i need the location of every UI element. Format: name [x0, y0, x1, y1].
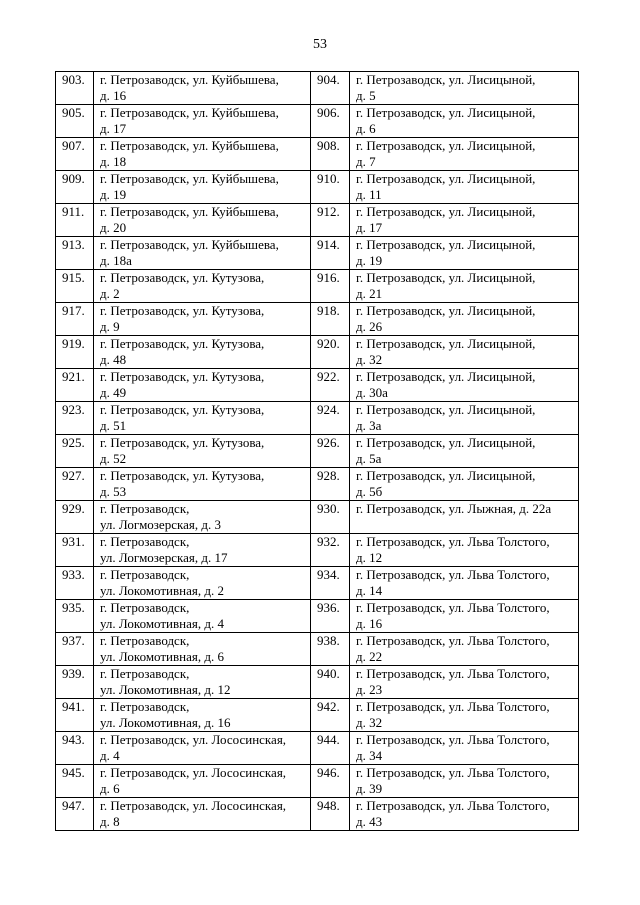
- address-line: д. 18: [100, 154, 127, 169]
- entry-address-cell: [350, 105, 579, 138]
- entry-number-cell: [56, 303, 94, 336]
- address-line: г. Петрозаводск, ул. Лисицыной,: [356, 435, 536, 450]
- entry-number: 932.: [317, 534, 340, 549]
- address-line: г. Петрозаводск, ул. Кутузова,: [100, 468, 265, 483]
- address-line: д. 52: [100, 451, 127, 466]
- entry-address-cell: [94, 171, 311, 204]
- address-line: г. Петрозаводск,: [100, 699, 190, 714]
- address-line: д. 6: [100, 781, 120, 796]
- entry-address-cell: [350, 237, 579, 270]
- entry-number: 927.: [62, 468, 85, 483]
- entry-address-cell: [350, 138, 579, 171]
- table-row: [56, 732, 579, 765]
- entry-number-cell: [56, 105, 94, 138]
- address-line: г. Петрозаводск, ул. Льва Толстого,: [356, 633, 550, 648]
- table-row: [56, 138, 579, 171]
- entry-number: 926.: [317, 435, 340, 450]
- entry-address-cell: [94, 402, 311, 435]
- address-line: д. 22: [356, 649, 383, 664]
- address-line: г. Петрозаводск, ул. Льва Толстого,: [356, 699, 550, 714]
- entry-address-cell: [94, 534, 311, 567]
- entry-address-cell: [94, 699, 311, 732]
- address-line: д. 6: [356, 121, 376, 136]
- entry-number: 931.: [62, 534, 85, 549]
- address-line: г. Петрозаводск,: [100, 600, 190, 615]
- entry-address-cell: [94, 435, 311, 468]
- address-line: г. Петрозаводск, ул. Льва Толстого,: [356, 600, 550, 615]
- address-line: г. Петрозаводск, ул. Лисицыной,: [356, 303, 536, 318]
- entry-number: 914.: [317, 237, 340, 252]
- entry-number-cell: [56, 138, 94, 171]
- table-row: [56, 633, 579, 666]
- address-line: ул. Локомотивная, д. 12: [100, 682, 231, 697]
- entry-number-cell: [56, 765, 94, 798]
- entry-number: 910.: [317, 171, 340, 186]
- entry-address-cell: [94, 138, 311, 171]
- entry-address-cell: [94, 72, 311, 105]
- entry-address-cell: [350, 600, 579, 633]
- entry-number: 946.: [317, 765, 340, 780]
- address-line: д. 32: [356, 715, 383, 730]
- address-line: д. 2: [100, 286, 120, 301]
- entry-number: 919.: [62, 336, 85, 351]
- address-line: д. 19: [356, 253, 383, 268]
- entry-number-cell: [311, 699, 350, 732]
- address-line: д. 9: [100, 319, 120, 334]
- entry-number-cell: [56, 204, 94, 237]
- entry-number: 939.: [62, 666, 85, 681]
- address-line: д. 17: [100, 121, 127, 136]
- entry-number-cell: [311, 270, 350, 303]
- table-row: [56, 171, 579, 204]
- table-row: [56, 204, 579, 237]
- entry-number-cell: [56, 567, 94, 600]
- entry-number-cell: [311, 732, 350, 765]
- address-table: [55, 71, 579, 831]
- entry-number-cell: [56, 369, 94, 402]
- entry-address-cell: [350, 633, 579, 666]
- address-line: г. Петрозаводск, ул. Льва Толстого,: [356, 732, 550, 747]
- table-row: [56, 567, 579, 600]
- entry-address-cell: [350, 468, 579, 501]
- address-line: г. Петрозаводск, ул. Лососинская,: [100, 765, 287, 780]
- entry-address-cell: [94, 765, 311, 798]
- entry-address-cell: [350, 72, 579, 105]
- address-line: г. Петрозаводск, ул. Кутузова,: [100, 270, 265, 285]
- entry-number-cell: [56, 468, 94, 501]
- address-line: ул. Локомотивная, д. 16: [100, 715, 231, 730]
- entry-number: 903.: [62, 72, 85, 87]
- entry-number: 906.: [317, 105, 340, 120]
- entry-number-cell: [311, 600, 350, 633]
- entry-number-cell: [311, 633, 350, 666]
- table-row: [56, 237, 579, 270]
- entry-address-cell: [350, 501, 579, 534]
- entry-number: 923.: [62, 402, 85, 417]
- entry-address-cell: [94, 666, 311, 699]
- entry-address-cell: [94, 303, 311, 336]
- table-row: [56, 270, 579, 303]
- entry-number-cell: [311, 303, 350, 336]
- entry-number: 911.: [62, 204, 85, 219]
- entry-number: 912.: [317, 204, 340, 219]
- entry-address-cell: [350, 534, 579, 567]
- entry-number: 913.: [62, 237, 85, 252]
- address-line: д. 23: [356, 682, 383, 697]
- entry-number: 940.: [317, 666, 340, 681]
- entry-number-cell: [56, 270, 94, 303]
- entry-address-cell: [94, 369, 311, 402]
- address-line: д. 39: [356, 781, 383, 796]
- address-line: г. Петрозаводск,: [100, 666, 190, 681]
- entry-number: 936.: [317, 600, 340, 615]
- entry-address-cell: [350, 798, 579, 831]
- address-line: ул. Логмозерская, д. 3: [100, 517, 221, 532]
- page-number: 53: [313, 37, 327, 52]
- table-row: [56, 303, 579, 336]
- entry-number-cell: [311, 204, 350, 237]
- address-line: д. 4: [100, 748, 120, 763]
- entry-address-cell: [94, 633, 311, 666]
- address-line: г. Петрозаводск, ул. Льва Толстого,: [356, 798, 550, 813]
- table-row: [56, 666, 579, 699]
- address-line: д. 16: [356, 616, 383, 631]
- address-line: д. 51: [100, 418, 127, 433]
- entry-number: 904.: [317, 72, 340, 87]
- entry-number-cell: [311, 765, 350, 798]
- address-line: г. Петрозаводск, ул. Куйбышева,: [100, 237, 279, 252]
- address-line: г. Петрозаводск, ул. Льва Толстого,: [356, 666, 550, 681]
- entry-number-cell: [56, 72, 94, 105]
- address-line: д. 32: [356, 352, 383, 367]
- address-line: г. Петрозаводск, ул. Лисицыной,: [356, 369, 536, 384]
- table-row: [56, 534, 579, 567]
- address-line: г. Петрозаводск, ул. Лисицыной,: [356, 138, 536, 153]
- address-line: д. 7: [356, 154, 376, 169]
- table-row: [56, 402, 579, 435]
- entry-number-cell: [56, 699, 94, 732]
- table-row: [56, 105, 579, 138]
- entry-number-cell: [311, 435, 350, 468]
- entry-number: 941.: [62, 699, 85, 714]
- entry-number-cell: [56, 666, 94, 699]
- entry-address-cell: [94, 732, 311, 765]
- entry-number: 943.: [62, 732, 85, 747]
- table-row: [56, 468, 579, 501]
- address-line: г. Петрозаводск, ул. Лисицыной,: [356, 204, 536, 219]
- entry-number-cell: [56, 732, 94, 765]
- entry-address-cell: [94, 567, 311, 600]
- address-line: ул. Локомотивная, д. 2: [100, 583, 224, 598]
- address-line: д. 43: [356, 814, 383, 829]
- address-line: г. Петрозаводск, ул. Кутузова,: [100, 369, 265, 384]
- address-line: д. 48: [100, 352, 127, 367]
- address-line: г. Петрозаводск, ул. Льва Толстого,: [356, 534, 550, 549]
- address-line: д. 34: [356, 748, 383, 763]
- address-line: г. Петрозаводск,: [100, 633, 190, 648]
- address-line: г. Петрозаводск, ул. Кутузова,: [100, 336, 265, 351]
- entry-number: 909.: [62, 171, 85, 186]
- table-row: [56, 72, 579, 105]
- entry-number: 907.: [62, 138, 85, 153]
- table-row: [56, 600, 579, 633]
- address-line: г. Петрозаводск, ул. Лисицыной,: [356, 171, 536, 186]
- entry-address-cell: [350, 369, 579, 402]
- entry-address-cell: [94, 237, 311, 270]
- address-line: г. Петрозаводск, ул. Льва Толстого,: [356, 567, 550, 582]
- entry-number: 918.: [317, 303, 340, 318]
- entry-address-cell: [94, 105, 311, 138]
- address-line: ул. Локомотивная, д. 4: [100, 616, 224, 631]
- address-line: д. 14: [356, 583, 383, 598]
- address-line: д. 3а: [356, 418, 382, 433]
- entry-number-cell: [311, 72, 350, 105]
- entry-number-cell: [56, 600, 94, 633]
- entry-number: 938.: [317, 633, 340, 648]
- entry-number: 947.: [62, 798, 85, 813]
- entry-number: 945.: [62, 765, 85, 780]
- address-line: г. Петрозаводск, ул. Лососинская,: [100, 798, 287, 813]
- entry-number: 924.: [317, 402, 340, 417]
- entry-number: 908.: [317, 138, 340, 153]
- entry-address-cell: [350, 699, 579, 732]
- entry-number: 925.: [62, 435, 85, 450]
- address-line: г. Петрозаводск, ул. Кутузова,: [100, 303, 265, 318]
- entry-number-cell: [56, 798, 94, 831]
- address-line: д. 49: [100, 385, 127, 400]
- entry-address-cell: [94, 600, 311, 633]
- address-line: г. Петрозаводск, ул. Куйбышева,: [100, 204, 279, 219]
- entry-number-cell: [311, 501, 350, 534]
- address-line: д. 11: [356, 187, 382, 202]
- entry-number: 935.: [62, 600, 85, 615]
- entry-number-cell: [311, 402, 350, 435]
- address-line: д. 5: [356, 88, 376, 103]
- entry-number-cell: [311, 336, 350, 369]
- address-line: д. 20: [100, 220, 127, 235]
- entry-number-cell: [311, 138, 350, 171]
- entry-number-cell: [311, 798, 350, 831]
- entry-number: 944.: [317, 732, 340, 747]
- address-line: г. Петрозаводск,: [100, 534, 190, 549]
- entry-number-cell: [311, 237, 350, 270]
- entry-number-cell: [56, 534, 94, 567]
- entry-number: 934.: [317, 567, 340, 582]
- address-line: г. Петрозаводск, ул. Лисицыной,: [356, 402, 536, 417]
- address-line: г. Петрозаводск,: [100, 501, 190, 516]
- entry-number-cell: [311, 567, 350, 600]
- entry-number-cell: [56, 501, 94, 534]
- entry-number-cell: [311, 666, 350, 699]
- address-line: г. Петрозаводск, ул. Кутузова,: [100, 402, 265, 417]
- entry-address-cell: [94, 204, 311, 237]
- address-line: г. Петрозаводск, ул. Лисицыной,: [356, 237, 536, 252]
- table-row: [56, 798, 579, 831]
- address-line: ул. Логмозерская, д. 17: [100, 550, 228, 565]
- entry-number-cell: [56, 402, 94, 435]
- address-line: г. Петрозаводск, ул. Лисицыной,: [356, 468, 536, 483]
- entry-address-cell: [94, 270, 311, 303]
- table-row: [56, 699, 579, 732]
- address-line: г. Петрозаводск, ул. Лососинская,: [100, 732, 287, 747]
- address-line: г. Петрозаводск, ул. Лисицыной,: [356, 105, 536, 120]
- address-line: д. 5а: [356, 451, 382, 466]
- address-line: г. Петрозаводск, ул. Куйбышева,: [100, 138, 279, 153]
- entry-number: 928.: [317, 468, 340, 483]
- address-line: д. 53: [100, 484, 127, 499]
- table-row: [56, 369, 579, 402]
- entry-address-cell: [94, 501, 311, 534]
- entry-number: 937.: [62, 633, 85, 648]
- address-line: д. 16: [100, 88, 127, 103]
- address-table-body: [56, 72, 579, 831]
- entry-number: 920.: [317, 336, 340, 351]
- entry-number: 917.: [62, 303, 85, 318]
- address-line: д. 30а: [356, 385, 388, 400]
- entry-number-cell: [311, 105, 350, 138]
- entry-number-cell: [56, 336, 94, 369]
- address-line: д. 19: [100, 187, 127, 202]
- table-row: [56, 765, 579, 798]
- entry-number-cell: [56, 237, 94, 270]
- address-line: г. Петрозаводск,: [100, 567, 190, 582]
- address-line: г. Петрозаводск, ул. Лисицыной,: [356, 336, 536, 351]
- entry-number-cell: [311, 468, 350, 501]
- table-row: [56, 435, 579, 468]
- entry-number-cell: [56, 435, 94, 468]
- address-line: г. Петрозаводск, ул. Лисицыной,: [356, 72, 536, 87]
- entry-address-cell: [350, 435, 579, 468]
- address-line: ул. Локомотивная, д. 6: [100, 649, 224, 664]
- entry-number: 930.: [317, 501, 340, 516]
- address-line: г. Петрозаводск, ул. Лыжная, д. 22а: [356, 501, 552, 516]
- address-line: г. Петрозаводск, ул. Куйбышева,: [100, 72, 279, 87]
- entry-number: 921.: [62, 369, 85, 384]
- entry-number-cell: [311, 369, 350, 402]
- entry-address-cell: [350, 732, 579, 765]
- entry-address-cell: [350, 204, 579, 237]
- entry-address-cell: [94, 798, 311, 831]
- table-row: [56, 501, 579, 534]
- entry-address-cell: [350, 270, 579, 303]
- address-line: г. Петрозаводск, ул. Кутузова,: [100, 435, 265, 450]
- entry-number: 948.: [317, 798, 340, 813]
- entry-number-cell: [56, 633, 94, 666]
- entry-address-cell: [350, 567, 579, 600]
- entry-number: 922.: [317, 369, 340, 384]
- entry-address-cell: [350, 402, 579, 435]
- entry-number: 915.: [62, 270, 85, 285]
- entry-number: 905.: [62, 105, 85, 120]
- address-line: д. 17: [356, 220, 383, 235]
- address-line: д. 18а: [100, 253, 132, 268]
- entry-number-cell: [56, 171, 94, 204]
- entry-number: 929.: [62, 501, 85, 516]
- entry-address-cell: [350, 171, 579, 204]
- address-line: г. Петрозаводск, ул. Льва Толстого,: [356, 765, 550, 780]
- entry-number: 942.: [317, 699, 340, 714]
- entry-address-cell: [350, 336, 579, 369]
- address-line: д. 26: [356, 319, 383, 334]
- entry-number: 916.: [317, 270, 340, 285]
- entry-address-cell: [350, 666, 579, 699]
- address-line: д. 8: [100, 814, 120, 829]
- address-line: г. Петрозаводск, ул. Куйбышева,: [100, 171, 279, 186]
- address-line: д. 21: [356, 286, 383, 301]
- entry-address-cell: [350, 765, 579, 798]
- entry-number-cell: [311, 171, 350, 204]
- entry-address-cell: [94, 336, 311, 369]
- entry-address-cell: [350, 303, 579, 336]
- address-line: г. Петрозаводск, ул. Лисицыной,: [356, 270, 536, 285]
- address-line: д. 12: [356, 550, 383, 565]
- address-line: д. 5б: [356, 484, 383, 499]
- address-line: г. Петрозаводск, ул. Куйбышева,: [100, 105, 279, 120]
- table-row: [56, 336, 579, 369]
- entry-number: 933.: [62, 567, 85, 582]
- entry-address-cell: [94, 468, 311, 501]
- entry-number-cell: [311, 534, 350, 567]
